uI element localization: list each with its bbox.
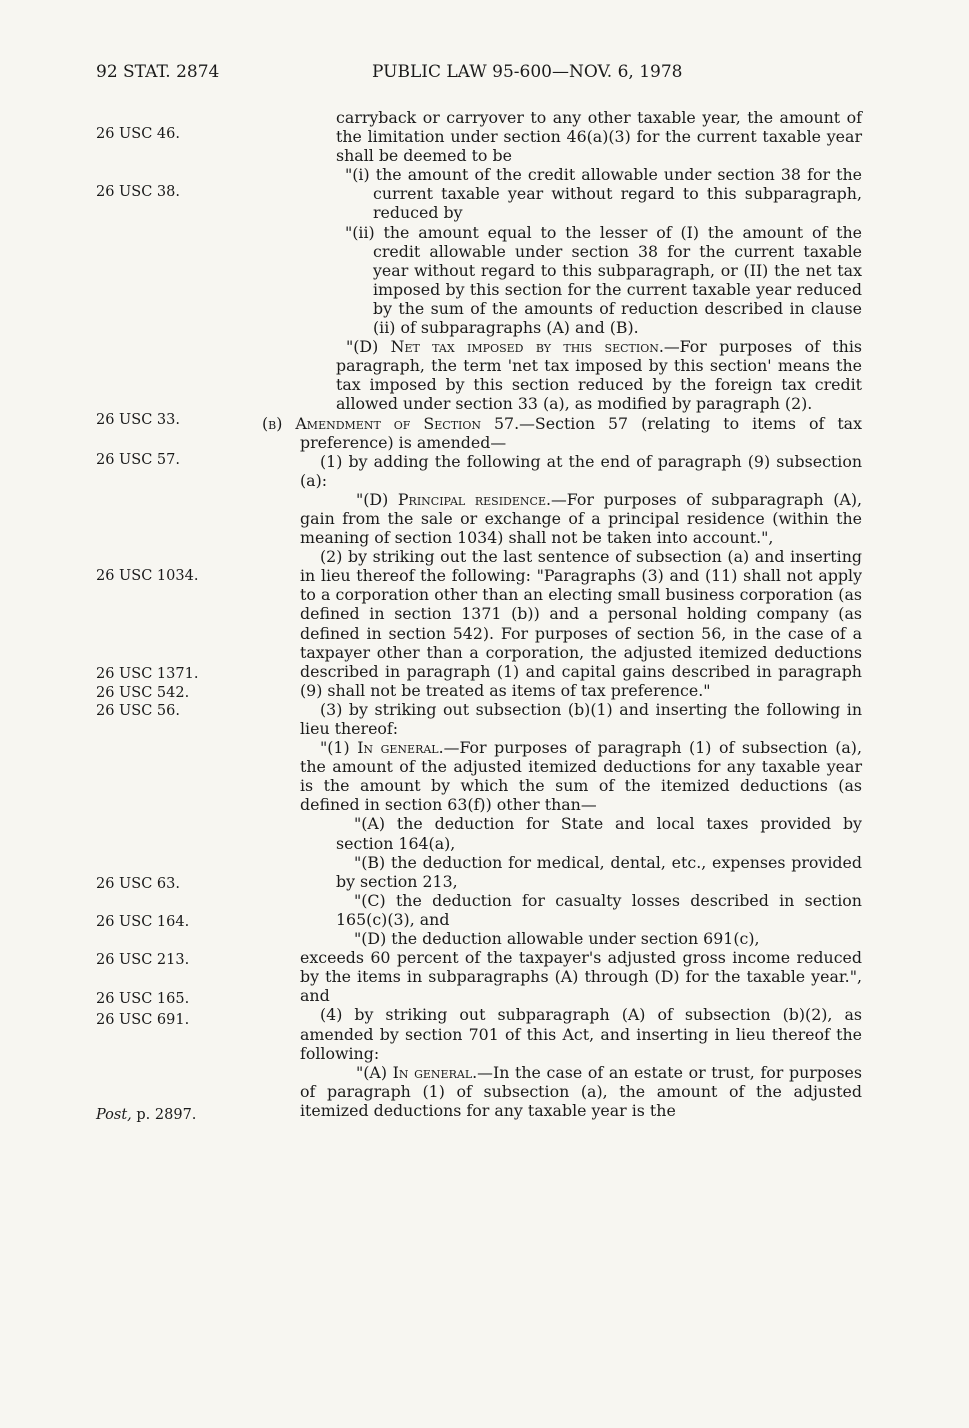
statute-text (262, 108, 863, 1120)
public-law-title: PUBLIC LAW 95-600—NOV. 6, 1978 (372, 62, 683, 82)
post-page-ref: p. 2897. (136, 1107, 197, 1123)
principal-residence-heading: "(D) Principal residence. (356, 489, 551, 509)
subparagraph-d (300, 337, 862, 413)
in-general-text: —For purposes of paragraph (1) of subsection (a), the amount of the adjusted itemized deductions for any taxable year is the amount by which the sum of the itemized deductions (as defined in section 63(f)) other than— (300, 738, 862, 815)
clause-ii: "(ii) the amount equal to the lesser of (I) the amount of the credit allowable under section 38 for the current taxable year without regard to this subparagraph, or (II) the net tax imposed by this section for the current taxable year reduced by the sum of the amounts of reduction described in clause (ii) of subparagraphs (A) and (B). (345, 222, 862, 338)
amendment-paragraph-2: (2) by striking out the last sentence of subsection (a) and inserting in lieu thereof the following: "Paragraphs (3) and (11) shall not apply to a corporation other than an electing small business corporation (as defined in section 1371 (b)) and a personal holding company (as defined in section 542). For purposes of section 56, in the case of a taxpayer other than a corporation, the adjusted itemized deductions described in paragraph (1) and capital gains described in paragraph (9) shall not be treated as items of tax preference." (300, 547, 862, 700)
subparagraph-heading: "(D) Net tax imposed by this section. (346, 337, 664, 357)
margin-note: 26 USC 56. (96, 703, 180, 719)
margin-note: 26 USC 691. (96, 1012, 190, 1028)
amendment-paragraph-3: (3) by striking out subsection (b)(1) and inserting the following in lieu thereof: (300, 699, 862, 738)
in-general-estate (300, 1063, 862, 1120)
subsection-text: —Section 57 (relating to items of tax preference) is amended— (300, 413, 862, 452)
in-general-1 (300, 738, 862, 814)
deduction-c: "(C) the deduction for casualty losses described in section 165(c)(3), and (336, 890, 862, 929)
principal-residence-text: —For purposes of subparagraph (A), gain from the sale or exchange of a principal residence (within the meaning of section 1034) shall not be taken into account.", (300, 489, 862, 548)
deduction-b: "(B) the deduction for medical, dental, etc., expenses provided by section 213, (336, 852, 862, 891)
margin-note: 26 USC 164. (96, 914, 190, 930)
in-general-heading: "(1) In general. (320, 738, 444, 758)
margin-note: 26 USC 1034. (96, 568, 199, 584)
margin-note: 26 USC 46. (96, 126, 180, 142)
subsection-heading: (b) Amendment of Section 57. (262, 413, 520, 433)
amendment-paragraph-4: (4) by striking out subparagraph (A) of subsection (b)(2), as amended by section 701 of this Act, and inserting in lieu thereof the following: (300, 1005, 862, 1063)
margin-note: 26 USC 542. (96, 685, 190, 701)
subparagraph-text: —For purposes of this paragraph, the term 'net tax imposed by this section' means the tax imposed by this section reduced by the foreign tax credit allowed under section 33 (a), as modified by paragraph (2). (336, 337, 862, 414)
margin-note-post (96, 1107, 196, 1123)
page-header (0, 62, 969, 86)
margin-note: 26 USC 165. (96, 991, 190, 1007)
deduction-d: "(D) the deduction allowable under section 691(c), (354, 929, 760, 949)
deduction-a: "(A) the deduction for State and local taxes provided by section 164(a), (336, 814, 862, 853)
margin-note: 26 USC 57. (96, 452, 180, 468)
estate-heading: "(A) In general. (356, 1062, 478, 1082)
amendment-paragraph-1: (1) by adding the following at the end of paragraph (9) subsection (a): (300, 451, 862, 490)
post-label: Post, (96, 1107, 132, 1123)
estate-text: —In the case of an estate or trust, for purposes of paragraph (1) of subsection (a), the amount of the adjusted itemized deductions for any taxable year is the (300, 1062, 863, 1120)
margin-note: 26 USC 213. (96, 952, 190, 968)
margin-note: 26 USC 1371. (96, 666, 199, 682)
text-paragraph: carryback or carryover to any other taxable year, the amount of the limitation under section 46(a)(3) for the current taxable year shall be deemed to be (336, 108, 862, 166)
clause-i: "(i) the amount of the credit allowable under section 38 for the current taxable year without regard to this subparagraph, reduced by (345, 165, 862, 223)
principal-residence (300, 490, 862, 547)
exceeds-paragraph: exceeds 60 percent of the taxpayer's adjusted gross income reduced by the items in subparagraphs (A) through (D) for the taxable year.", and (300, 948, 862, 1006)
margin-note: 26 USC 33. (96, 412, 180, 428)
margin-note: 26 USC 63. (96, 876, 180, 892)
margin-note: 26 USC 38. (96, 184, 180, 200)
statute-page-number: 92 STAT. 2874 (96, 62, 220, 82)
subsection-b (262, 413, 862, 452)
